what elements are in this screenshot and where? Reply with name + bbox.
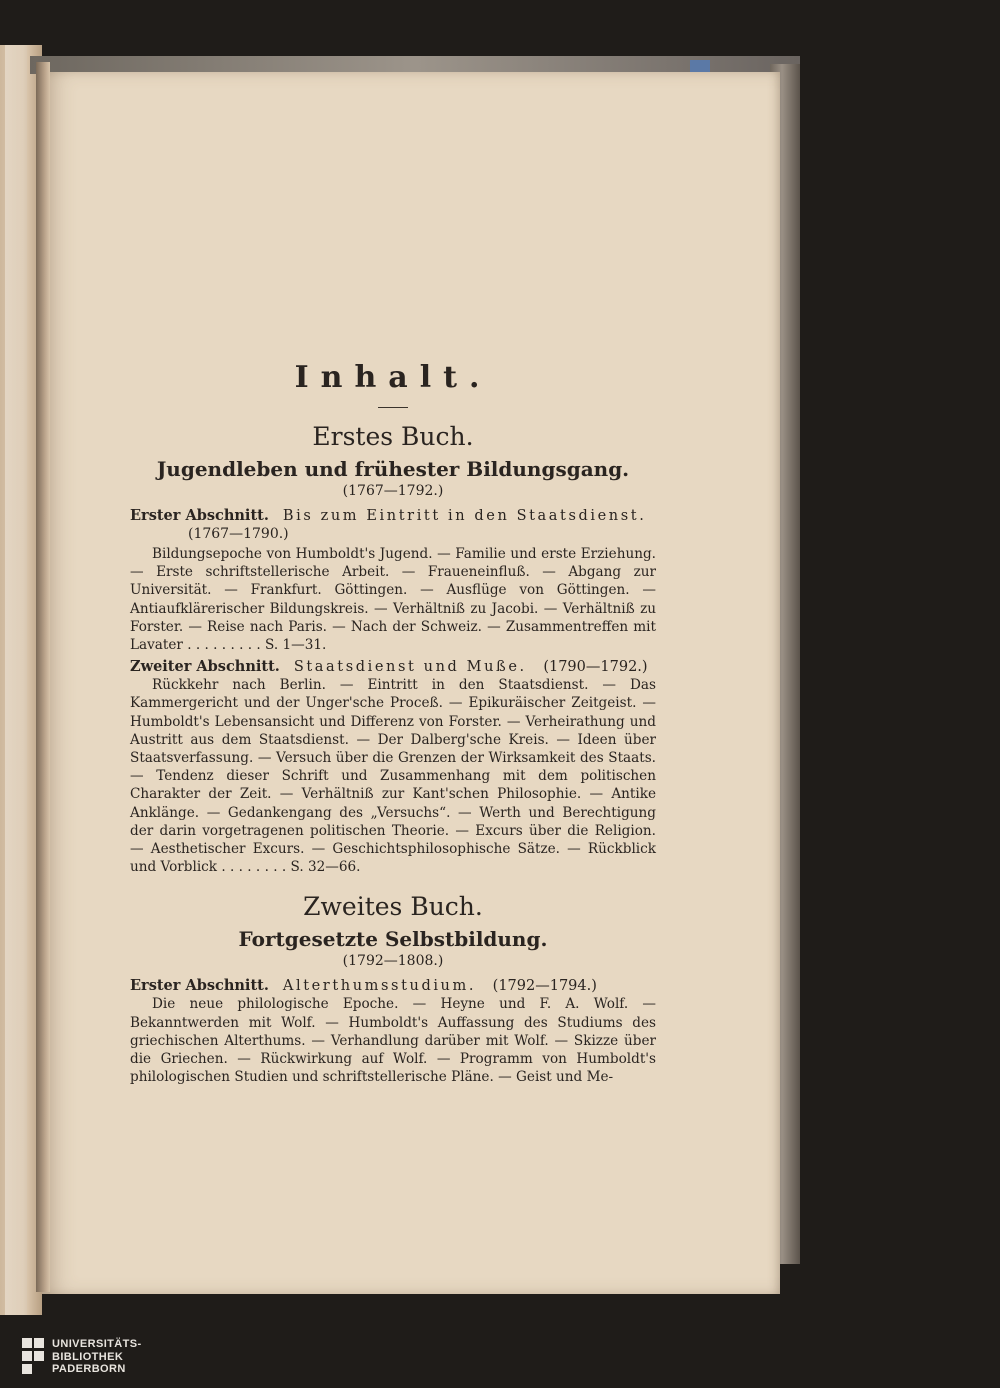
book-2-years: (1792—1808.) <box>342 953 444 970</box>
book-1-years: (1767—1792.) <box>342 483 444 499</box>
page-gutter <box>36 62 50 1292</box>
section-years-inline: (1792—1794.) <box>492 978 597 995</box>
section-label: Erster Abschnitt. <box>130 507 269 524</box>
section-years: (1767—1790.) <box>188 526 289 542</box>
section-label: Erster Abschnitt. <box>130 977 269 995</box>
section-summary: Die neue philologische Epoche. — Heyne und F. A. Wolf. — Bekanntwerden mit Wolf. — Humboldt's Auffassung des Studiums des griechischen Alterthums. — Verhandlung darüber mit Wolf. — Skizze über die Griechen. — Rückwirkung auf Wolf. — Programm von Humboldt's philologischen Studien und schriftstellerische Pläne. — Geist und Me- <box>130 996 656 1086</box>
left-page-edge <box>5 45 27 1315</box>
library-logo <box>22 1338 222 1378</box>
section <box>130 658 656 876</box>
toc-title: Inhalt. <box>294 360 492 395</box>
section <box>130 507 656 654</box>
book-2-title: Zweites Buch. <box>303 892 483 922</box>
section-heading <box>130 507 656 525</box>
section-heading <box>130 977 656 995</box>
table-of-contents <box>130 360 656 1090</box>
book-1-title: Erstes Buch. <box>312 422 474 451</box>
section-heading <box>130 658 656 676</box>
book-2-subtitle: Fortgesetzte Selbstbildung. <box>238 927 548 952</box>
book-1-subtitle: Jugendleben und frühester Bildungsgang. <box>156 457 630 481</box>
library-logo-text <box>52 1338 142 1376</box>
logo-line-1: UNIVERSITÄTS- <box>52 1338 142 1350</box>
section-heading-text: Staatsdienst und Muße. <box>293 659 527 676</box>
section-years-inline: (1790—1792.) <box>543 659 648 676</box>
section <box>130 977 656 1086</box>
section-summary: Rückkehr nach Berlin. — Eintritt in den Staatsdienst. — Das Kammergericht und der Unger'sche Proceß. — Epikuräischer Zeitgeist. — Humboldt's Lebensansicht und Differenz von Forster. — Verheirathung und Austritt aus dem Staatsdienst. — Der Dalberg'sche Kreis. — Ideen über Staatsverfassung. — Versuch über die Grenzen der Wirksamkeit des Staats. — Tendenz dieser Schrift und Zusammenhang mit dem politischen Charakter der Zeit. — Verhältniß zur Kant'schen Philosophie. — Antike Anklänge. — Gedankengang des „Versuchs“. — Werth und Berechtigung der darin vorgetragenen politischen Theorie. — Excurs über die Religion. — Aesthetischer Excurs. — Geschichtsphilosophische Sätze. — Rückblick und Vorblick . . . . . . . . S. 32—66. <box>130 677 656 876</box>
section-heading-text: Alterthumsstudium. <box>282 978 477 995</box>
title-rule <box>378 407 408 408</box>
section-heading-text: Bis zum Eintritt in den Staatsdienst. <box>282 508 647 524</box>
logo-line-2: BIBLIOTHEK <box>52 1350 124 1363</box>
section-summary: Bildungsepoche von Humboldt's Jugend. — Familie und erste Erziehung. — Erste schriftstellerische Arbeit. — Fraueneinfluß. — Abgang zur Universität. — Frankfurt. Göttingen. — Ausflüge von Göttingen. — Antiaufklärerischer Bildungskreis. — Verhältniß zu Jacobi. — Verhältniß zu Forster. — Reise nach Paris. — Nach der Schweiz. — Zusammentreffen mit Lavater . . . . . . . . . S. 1—31. <box>130 546 656 654</box>
logo-line-3: PADERBORN <box>52 1363 126 1375</box>
section-label: Zweiter Abschnitt. <box>130 658 280 676</box>
library-logo-icon <box>22 1338 46 1376</box>
